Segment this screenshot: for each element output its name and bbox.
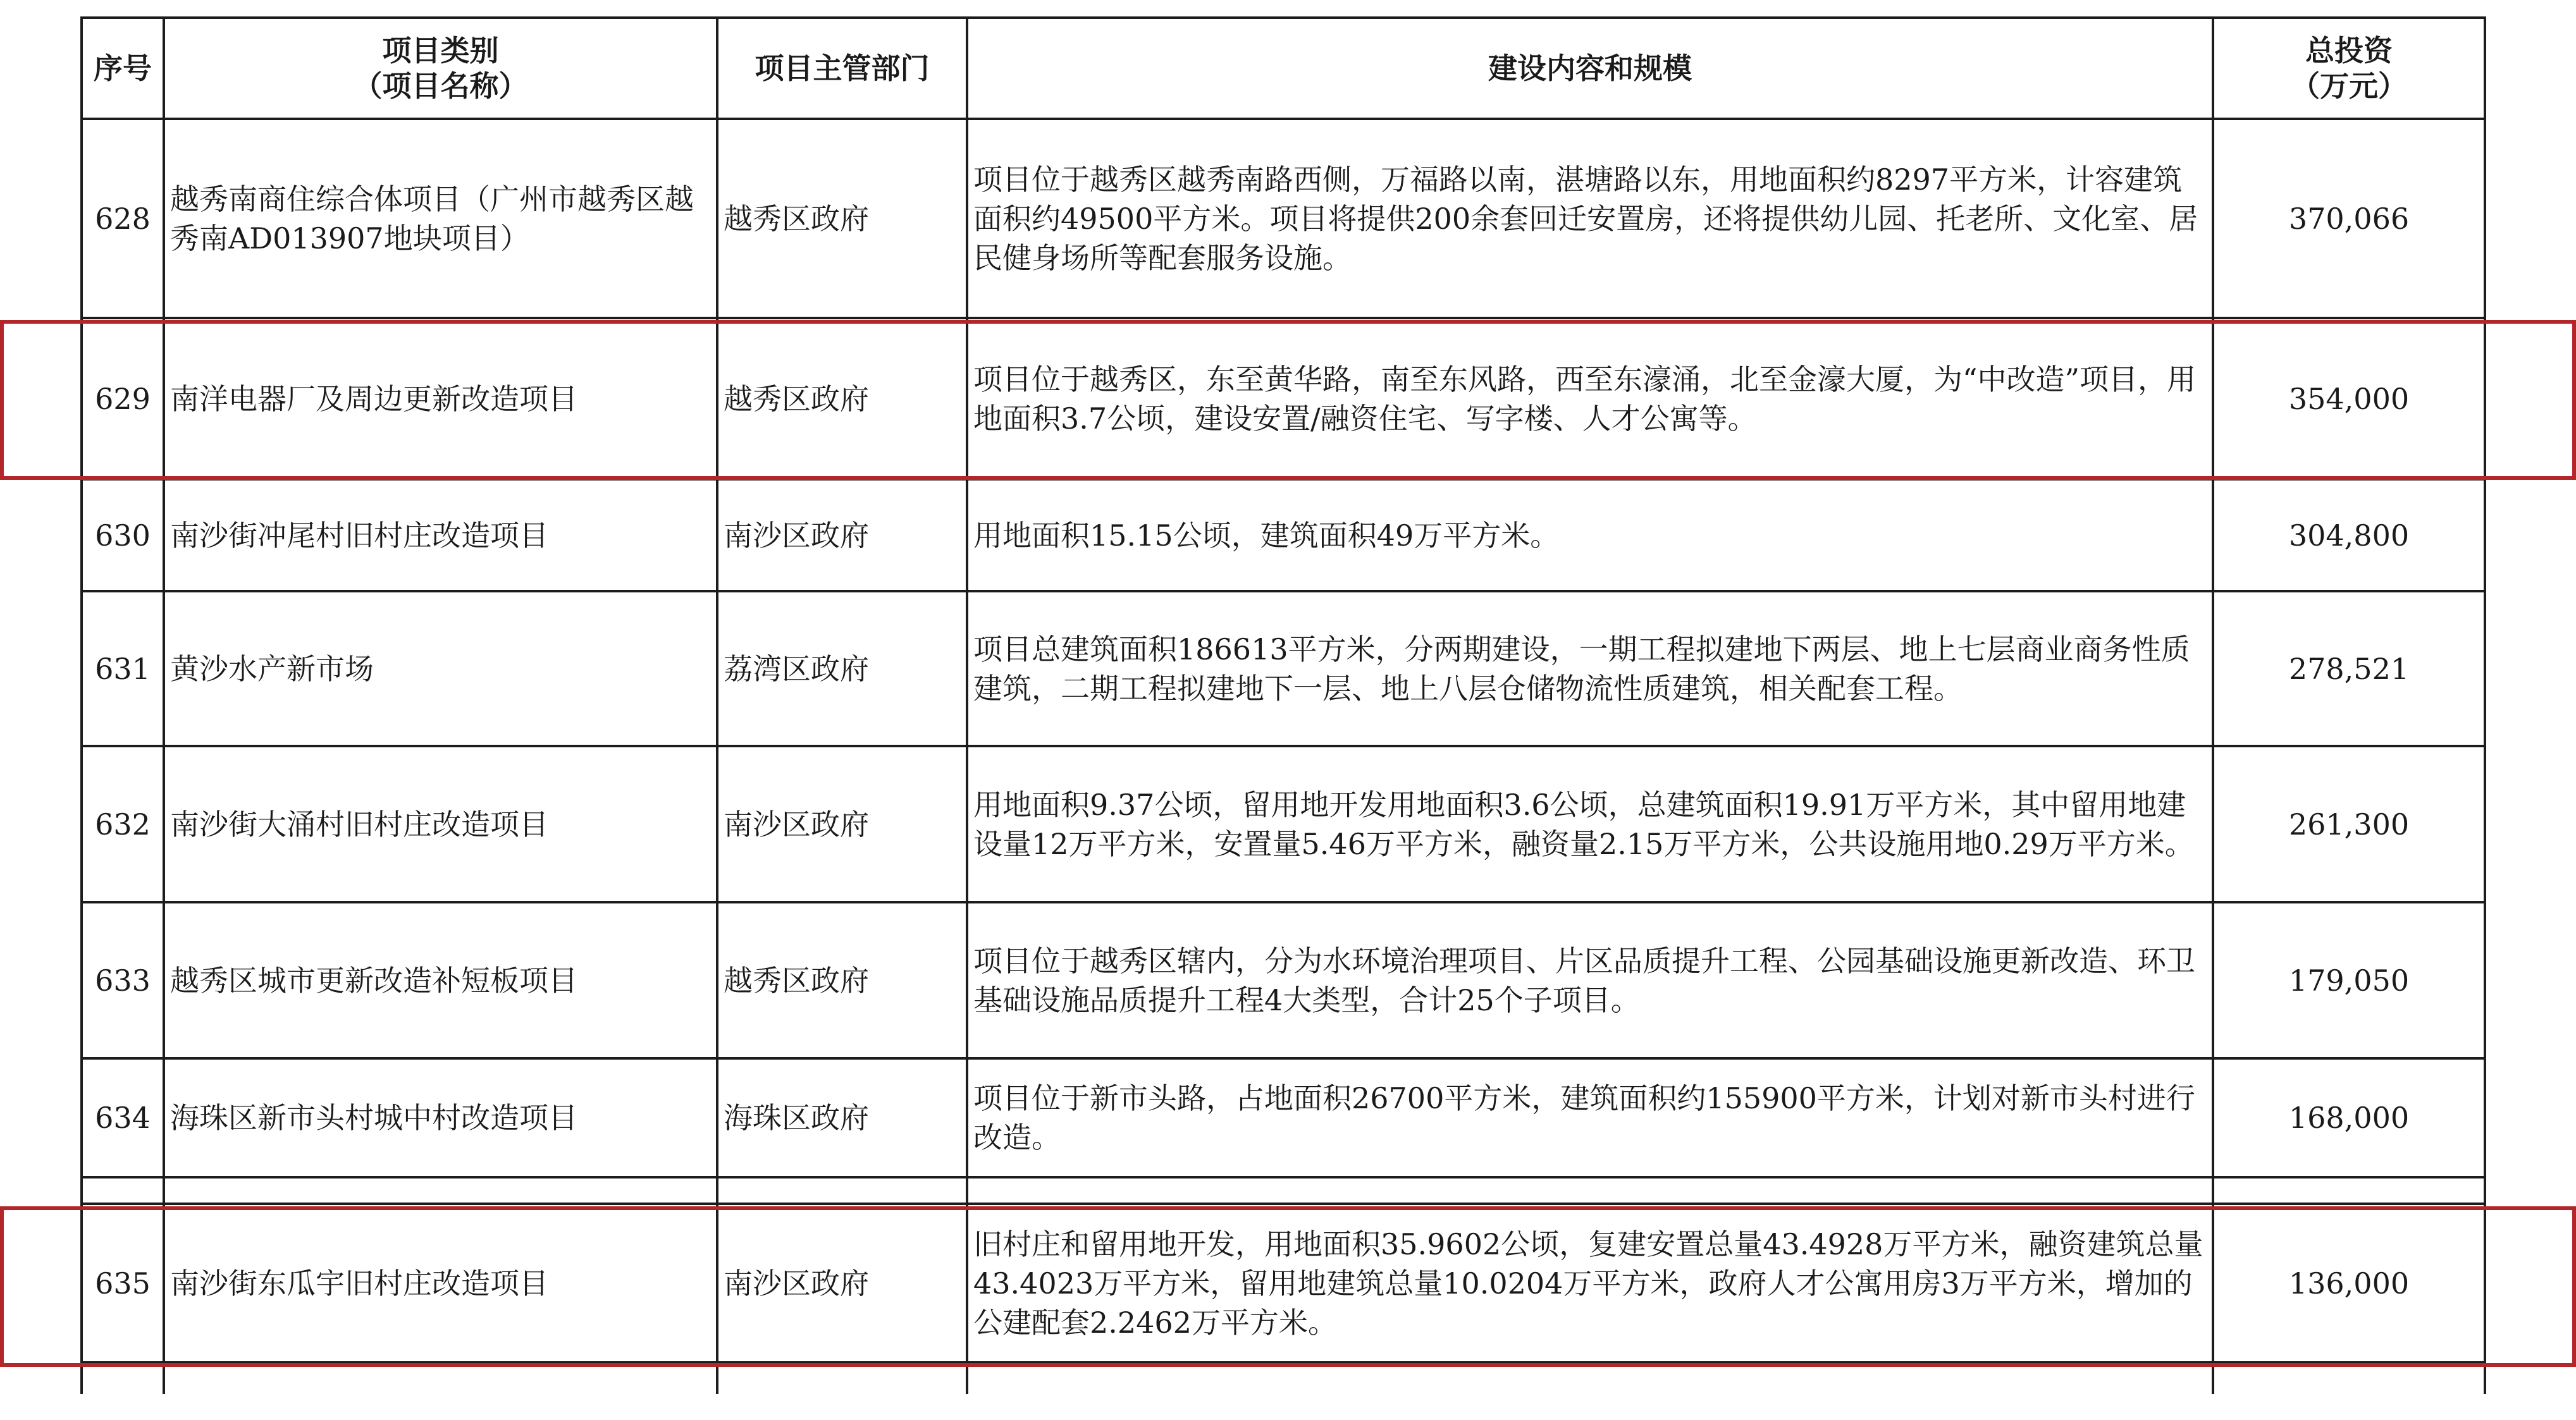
table-row (82, 318, 2485, 479)
table-row (82, 1204, 2485, 1362)
project-amount: 136,000 (2213, 1204, 2485, 1362)
project-dept: 越秀区政府 (717, 119, 967, 318)
empty-cell (717, 1177, 967, 1204)
row-number: 633 (82, 902, 164, 1058)
project-content: 项目位于越秀区辖内，分为水环境治理项目、片区品质提升工程、公园基础设施更新改造、环卫基础设施品质提升工程4大类型，合计25个子项目。 (967, 902, 2213, 1058)
header-content: 建设内容和规模 (967, 18, 2213, 119)
project-content: 项目位于越秀区，东至黄华路，南至东风路，西至东濠涌，北至金濠大厦，为“中改造”项目，用地面积3.7公顷，建设安置/融资住宅、写字楼、人才公寓等。 (967, 318, 2213, 479)
table-row (82, 479, 2485, 591)
row-number: 635 (82, 1204, 164, 1362)
project-content: 项目位于新市头路，占地面积26700平方米，建筑面积约155900平方米，计划对新市头村进行改造。 (967, 1058, 2213, 1177)
project-dept: 越秀区政府 (717, 902, 967, 1058)
empty-cell (717, 1362, 967, 1394)
row-number: 628 (82, 119, 164, 318)
empty-cell (2213, 1362, 2485, 1394)
header-no: 序号 (82, 18, 164, 119)
project-name: 越秀区城市更新改造补短板项目 (164, 902, 717, 1058)
project-dept: 越秀区政府 (717, 318, 967, 479)
project-amount: 179,050 (2213, 902, 2485, 1058)
project-amount: 304,800 (2213, 479, 2485, 591)
empty-cell (164, 1362, 717, 1394)
project-content: 项目总建筑面积186613平方米，分两期建设，一期工程拟建地下两层、地上七层商业商务性质建筑，二期工程拟建地下一层、地上八层仓储物流性质建筑，相关配套工程。 (967, 591, 2213, 746)
project-dept: 南沙区政府 (717, 1204, 967, 1362)
header-category-line1: 项目类别 (382, 34, 499, 68)
project-amount: 261,300 (2213, 746, 2485, 902)
table-row-partial (82, 1362, 2485, 1394)
table-row (82, 1058, 2485, 1177)
project-content: 用地面积15.15公顷，建筑面积49万平方米。 (967, 479, 2213, 591)
empty-cell (967, 1362, 2213, 1394)
project-content: 旧村庄和留用地开发，用地面积35.9602公顷，复建安置总量43.4928万平方米，融资建筑总量43.4023万平方米，留用地建筑总量10.0204万平方米，政府人才公寓用房3万平方米，增加的公建配套2.2462万平方米。 (967, 1204, 2213, 1362)
header-invest-line2: （万元） (2291, 69, 2407, 103)
row-number: 630 (82, 479, 164, 591)
project-table (80, 16, 2486, 1394)
project-name: 南沙街东瓜宇旧村庄改造项目 (164, 1204, 717, 1362)
project-name: 黄沙水产新市场 (164, 591, 717, 746)
header-invest (2213, 18, 2485, 119)
project-name: 越秀南商住综合体项目（广州市越秀区越秀南AD013907地块项目） (164, 119, 717, 318)
empty-cell (2213, 1177, 2485, 1204)
project-name: 南沙街冲尾村旧村庄改造项目 (164, 479, 717, 591)
project-dept: 南沙区政府 (717, 746, 967, 902)
project-content: 项目位于越秀区越秀南路西侧，万福路以南，湛塘路以东，用地面积约8297平方米，计容建筑面积约49500平方米。项目将提供200余套回迁安置房，还将提供幼儿园、托老所、文化室、居民健身场所等配套服务设施。 (967, 119, 2213, 318)
table-header-row (82, 18, 2485, 119)
table-row (82, 902, 2485, 1058)
table-row-empty (82, 1177, 2485, 1204)
table-row (82, 746, 2485, 902)
row-number: 631 (82, 591, 164, 746)
row-number: 634 (82, 1058, 164, 1177)
row-number: 629 (82, 318, 164, 479)
project-name: 南洋电器厂及周边更新改造项目 (164, 318, 717, 479)
project-dept: 荔湾区政府 (717, 591, 967, 746)
row-number: 632 (82, 746, 164, 902)
empty-cell (82, 1177, 164, 1204)
project-content: 用地面积9.37公顷，留用地开发用地面积3.6公顷，总建筑面积19.91万平方米，其中留用地建设量12万平方米，安置量5.46万平方米，融资量2.15万平方米，公共设施用地0.29万平方米。 (967, 746, 2213, 902)
table-row (82, 119, 2485, 318)
project-name: 南沙街大涌村旧村庄改造项目 (164, 746, 717, 902)
project-amount: 168,000 (2213, 1058, 2485, 1177)
project-amount: 370,066 (2213, 119, 2485, 318)
project-dept: 南沙区政府 (717, 479, 967, 591)
header-dept: 项目主管部门 (717, 18, 967, 119)
project-dept: 海珠区政府 (717, 1058, 967, 1177)
project-name: 海珠区新市头村城中村改造项目 (164, 1058, 717, 1177)
empty-cell (164, 1177, 717, 1204)
project-amount: 278,521 (2213, 591, 2485, 746)
project-amount: 354,000 (2213, 318, 2485, 479)
header-category (164, 18, 717, 119)
table-row (82, 591, 2485, 746)
header-category-line2: （项目名称） (353, 69, 528, 103)
header-invest-line1: 总投资 (2305, 34, 2393, 68)
empty-cell (82, 1362, 164, 1394)
empty-cell (967, 1177, 2213, 1204)
